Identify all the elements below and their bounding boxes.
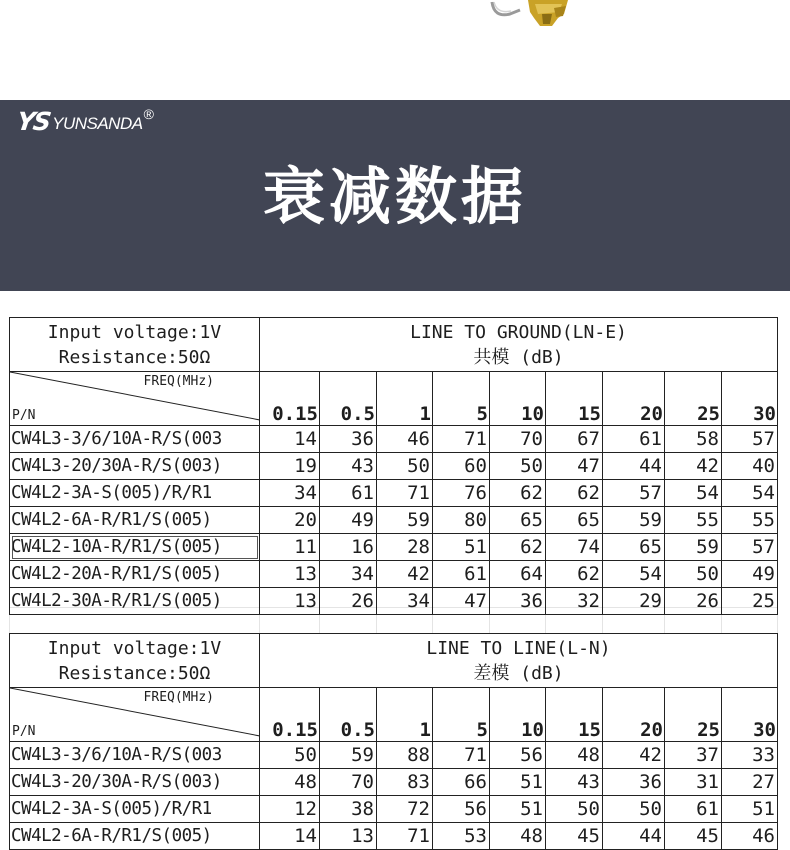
attenuation-table-line-to-line — [9, 633, 778, 850]
attenuation-value: 62 — [490, 480, 546, 507]
freq-header: 0.15 — [260, 372, 320, 426]
resistance-label: Resistance:50Ω — [58, 346, 211, 368]
attenuation-value: 48 — [260, 769, 320, 796]
attenuation-value: 54 — [603, 561, 665, 588]
table-row — [10, 561, 778, 588]
attenuation-value: 72 — [377, 796, 433, 823]
attenuation-value: 29 — [603, 588, 665, 615]
freq-header: 20 — [603, 688, 665, 742]
input-voltage-label: Input voltage:1V — [47, 637, 222, 659]
attenuation-value: 71 — [433, 742, 490, 769]
attenuation-value: 53 — [433, 823, 490, 850]
attenuation-value: 36 — [320, 426, 377, 453]
freq-axis-label: FREQ(MHz) — [143, 374, 214, 389]
attenuation-value: 55 — [665, 507, 722, 534]
attenuation-value: 60 — [433, 453, 490, 480]
part-number: CW4L2-3A-S(005)/R/R1 — [10, 796, 260, 823]
attenuation-value: 26 — [665, 588, 722, 615]
attenuation-value: 36 — [490, 588, 546, 615]
freq-header: 5 — [433, 688, 490, 742]
attenuation-value: 67 — [546, 426, 603, 453]
attenuation-value: 54 — [665, 480, 722, 507]
attenuation-value: 65 — [603, 534, 665, 561]
table-row — [10, 823, 778, 850]
attenuation-value: 20 — [260, 507, 320, 534]
attenuation-value: 26 — [320, 588, 377, 615]
attenuation-value: 50 — [490, 453, 546, 480]
mode-header — [260, 318, 778, 372]
attenuation-value: 48 — [490, 823, 546, 850]
attenuation-value: 37 — [665, 742, 722, 769]
attenuation-value: 65 — [546, 507, 603, 534]
attenuation-value: 13 — [320, 823, 377, 850]
attenuation-value: 25 — [722, 588, 778, 615]
part-number: CW4L2-6A-R/R1/S(005) — [10, 507, 260, 534]
attenuation-value: 66 — [433, 769, 490, 796]
attenuation-value: 80 — [433, 507, 490, 534]
attenuation-value: 42 — [665, 453, 722, 480]
brand-logo-mark: YS — [15, 107, 52, 136]
attenuation-value: 43 — [546, 769, 603, 796]
test-conditions — [10, 634, 260, 688]
attenuation-value: 49 — [722, 561, 778, 588]
brand-logo — [15, 106, 154, 136]
attenuation-value: 51 — [722, 796, 778, 823]
attenuation-value: 33 — [722, 742, 778, 769]
attenuation-value: 54 — [722, 480, 778, 507]
attenuation-value: 27 — [722, 769, 778, 796]
mode-subtitle: 差模 (dB) — [473, 662, 564, 684]
attenuation-value: 58 — [665, 426, 722, 453]
attenuation-value: 62 — [546, 480, 603, 507]
attenuation-value: 61 — [665, 796, 722, 823]
attenuation-value: 62 — [490, 534, 546, 561]
attenuation-value: 34 — [377, 588, 433, 615]
attenuation-value: 48 — [546, 742, 603, 769]
attenuation-value: 57 — [603, 480, 665, 507]
part-number: CW4L3-20/30A-R/S(003) — [10, 769, 260, 796]
part-number-selected: CW4L2-10A-R/R1/S(005) — [10, 534, 260, 561]
freq-axis-label: FREQ(MHz) — [143, 690, 214, 705]
mode-title: LINE TO LINE(L-N) — [426, 637, 611, 659]
attenuation-value: 50 — [603, 796, 665, 823]
freq-header: 0.15 — [260, 688, 320, 742]
table-row — [10, 588, 778, 615]
attenuation-value: 45 — [546, 823, 603, 850]
attenuation-value: 74 — [546, 534, 603, 561]
attenuation-value: 14 — [260, 426, 320, 453]
table-row — [10, 426, 778, 453]
attenuation-value: 56 — [433, 796, 490, 823]
freq-header: 30 — [722, 372, 778, 426]
freq-header: 20 — [603, 372, 665, 426]
attenuation-value: 59 — [320, 742, 377, 769]
freq-header: 30 — [722, 688, 778, 742]
table-row — [10, 453, 778, 480]
freq-header: 15 — [546, 372, 603, 426]
mode-title: LINE TO GROUND(LN-E) — [410, 321, 627, 343]
attenuation-value: 47 — [546, 453, 603, 480]
attenuation-value: 57 — [722, 534, 778, 561]
attenuation-value: 42 — [603, 742, 665, 769]
attenuation-value: 13 — [260, 561, 320, 588]
table-row — [10, 742, 778, 769]
attenuation-value: 65 — [490, 507, 546, 534]
part-number: CW4L3-20/30A-R/S(003) — [10, 453, 260, 480]
input-voltage-label: Input voltage:1V — [47, 321, 222, 343]
part-number: CW4L2-6A-R/R1/S(005) — [10, 823, 260, 850]
attenuation-value: 56 — [490, 742, 546, 769]
attenuation-value: 44 — [603, 453, 665, 480]
attenuation-value: 76 — [433, 480, 490, 507]
brand-name: YUNSANDA — [52, 114, 143, 133]
attenuation-value: 19 — [260, 453, 320, 480]
pn-axis-label: P/N — [12, 408, 36, 423]
attenuation-value: 14 — [260, 823, 320, 850]
attenuation-value: 50 — [665, 561, 722, 588]
attenuation-value: 44 — [603, 823, 665, 850]
table-row — [10, 769, 778, 796]
table-row — [10, 796, 778, 823]
diagonal-divider — [10, 372, 260, 425]
attenuation-value: 64 — [490, 561, 546, 588]
attenuation-value: 71 — [377, 480, 433, 507]
attenuation-value: 34 — [260, 480, 320, 507]
attenuation-value: 51 — [490, 796, 546, 823]
attenuation-value: 61 — [603, 426, 665, 453]
attenuation-value: 83 — [377, 769, 433, 796]
attenuation-value: 12 — [260, 796, 320, 823]
mode-header — [260, 634, 778, 688]
table-row — [10, 480, 778, 507]
registered-mark: ® — [143, 106, 154, 122]
freq-header: 10 — [490, 688, 546, 742]
pn-axis-label: P/N — [12, 724, 36, 739]
attenuation-value: 70 — [320, 769, 377, 796]
diagonal-divider — [10, 688, 260, 741]
attenuation-value: 34 — [320, 561, 377, 588]
freq-header: 25 — [665, 688, 722, 742]
freq-header: 25 — [665, 372, 722, 426]
part-number: CW4L3-3/6/10A-R/S(003 — [10, 742, 260, 769]
freq-header: 15 — [546, 688, 603, 742]
attenuation-value: 50 — [377, 453, 433, 480]
part-number: CW4L2-3A-S(005)/R/R1 — [10, 480, 260, 507]
attenuation-value: 42 — [377, 561, 433, 588]
product-image — [480, 0, 590, 32]
attenuation-value: 49 — [320, 507, 377, 534]
attenuation-value: 62 — [546, 561, 603, 588]
attenuation-value: 50 — [260, 742, 320, 769]
attenuation-value: 46 — [722, 823, 778, 850]
mode-subtitle: 共模 (dB) — [473, 346, 564, 368]
freq-pn-corner — [10, 688, 260, 742]
attenuation-value: 59 — [603, 507, 665, 534]
freq-pn-corner — [10, 372, 260, 426]
attenuation-value: 16 — [320, 534, 377, 561]
part-number: CW4L2-30A-R/R1/S(005) — [10, 588, 260, 615]
freq-header: 1 — [377, 372, 433, 426]
attenuation-value: 55 — [722, 507, 778, 534]
attenuation-value: 32 — [546, 588, 603, 615]
freq-header: 10 — [490, 372, 546, 426]
attenuation-value: 50 — [546, 796, 603, 823]
attenuation-value: 61 — [320, 480, 377, 507]
attenuation-value: 31 — [665, 769, 722, 796]
attenuation-value: 40 — [722, 453, 778, 480]
page-title: 衰减数据 — [262, 160, 527, 233]
attenuation-value: 28 — [377, 534, 433, 561]
attenuation-value: 51 — [433, 534, 490, 561]
test-conditions — [10, 318, 260, 372]
attenuation-value: 36 — [603, 769, 665, 796]
freq-header: 0.5 — [320, 372, 377, 426]
attenuation-value: 43 — [320, 453, 377, 480]
attenuation-value: 45 — [665, 823, 722, 850]
attenuation-value: 46 — [377, 426, 433, 453]
attenuation-value: 59 — [665, 534, 722, 561]
attenuation-value: 38 — [320, 796, 377, 823]
table-row — [10, 534, 778, 561]
part-number: CW4L2-20A-R/R1/S(005) — [10, 561, 260, 588]
attenuation-value: 47 — [433, 588, 490, 615]
attenuation-value: 88 — [377, 742, 433, 769]
resistance-label: Resistance:50Ω — [58, 662, 211, 684]
attenuation-value: 51 — [490, 769, 546, 796]
attenuation-value: 13 — [260, 588, 320, 615]
table-row — [10, 507, 778, 534]
freq-header: 5 — [433, 372, 490, 426]
attenuation-value: 71 — [433, 426, 490, 453]
part-number: CW4L3-3/6/10A-R/S(003 — [10, 426, 260, 453]
attenuation-value: 61 — [433, 561, 490, 588]
freq-header: 0.5 — [320, 688, 377, 742]
attenuation-value: 71 — [377, 823, 433, 850]
freq-header: 1 — [377, 688, 433, 742]
attenuation-value: 59 — [377, 507, 433, 534]
attenuation-value: 70 — [490, 426, 546, 453]
attenuation-value: 57 — [722, 426, 778, 453]
attenuation-value: 11 — [260, 534, 320, 561]
attenuation-table-line-to-ground — [9, 317, 778, 615]
